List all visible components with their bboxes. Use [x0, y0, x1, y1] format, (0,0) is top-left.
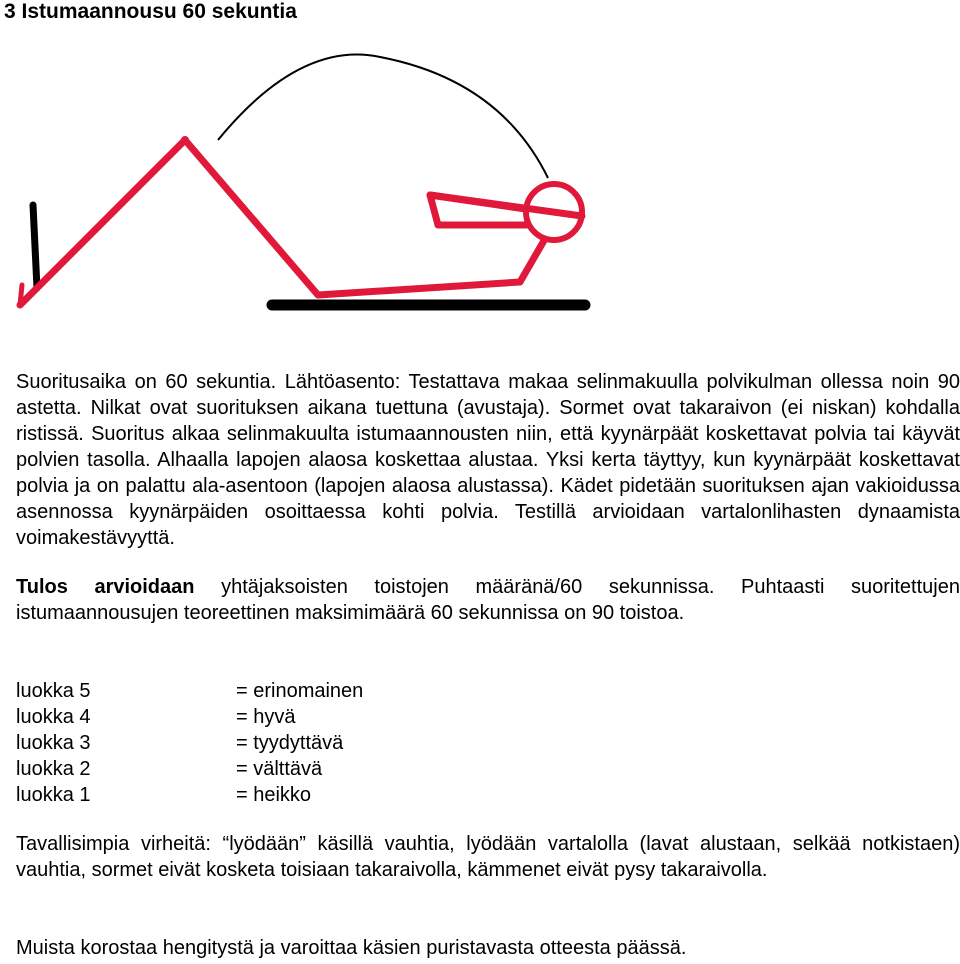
grade-label: luokka 2	[16, 758, 91, 780]
instructions-paragraph: Suoritusaika on 60 sekuntia. Lähtöasento: Testattava makaa selinmakuulla polvikulman ollessa noin 90 astetta. Nilkat ovat suorituksen aikana tuettuna (avustaja). Sormet ovat takaraivon (ei niskan) kohdalla ristissä. Suoritus alkaa selinmakuulta istumaannousten niin, että kyynärpäät koskettavat polvia tai käyvät polvien tasolla. Alhaalla lapojen alaosa koskettaa alustaa. Yksi kerta täyttyy, kun kyynärpäät koskettavat polvia ja on palattu ala-asentoon (lapojen alaosa alustassa). Kädet pidetään suorituksen ajan vakioidussa asennossa kyynärpäiden osoittaessa kohti polvia. Testillä arvioidaan vartalonlihasten dynaamista voimakestävyyttä.	[16, 371, 960, 549]
grade-label: luokka 5	[16, 680, 91, 702]
result-bold: Tulos arvioidaan	[16, 576, 195, 598]
grade-value: = välttävä	[236, 758, 323, 780]
grade-value: = hyvä	[236, 706, 296, 728]
result-paragraph	[16, 574, 960, 626]
grade-row	[16, 704, 363, 730]
grade-value: = tyydyttävä	[236, 732, 344, 754]
grade-label: luokka 4	[16, 706, 91, 728]
grade-label: luokka 1	[16, 784, 91, 806]
grade-value: = heikko	[236, 784, 312, 806]
reminder-paragraph: Muista korostaa hengitystä ja varoittaa käsien puristavasta otteesta päässä.	[16, 937, 687, 959]
legs	[20, 140, 318, 305]
foot	[20, 285, 22, 305]
torso	[318, 225, 553, 295]
grade-value: = erinomainen	[236, 680, 364, 702]
grade-row	[16, 782, 363, 808]
grade-row	[16, 678, 363, 704]
grades-list	[16, 678, 363, 808]
grade-row	[16, 756, 363, 782]
grade-row	[16, 730, 363, 756]
page-title: 3 Istumaannousu 60 sekuntia	[4, 0, 297, 23]
result-text: yhtäjaksoisten toistojen määränä/60 sekunnissa. Puhtaasti suoritettujen istumaannousujen teoreettinen maksimimäärä 60 sekunnissa on 90 toistoa.	[16, 576, 960, 624]
ankle-support-bar	[33, 205, 37, 288]
grade-label: luokka 3	[16, 732, 91, 754]
common-errors-paragraph: Tavallisimpia virheitä: “lyödään” käsillä vauhtia, lyödään vartalolla (lavat alustaan, selkää notkistaen) vauhtia, sormet eivät kosketa toisiaan takaraivolla, kämmenet eivät pysy takaraivolla.	[16, 833, 960, 881]
motion-arc	[218, 55, 548, 178]
sit-up-figure-icon	[0, 0, 960, 340]
